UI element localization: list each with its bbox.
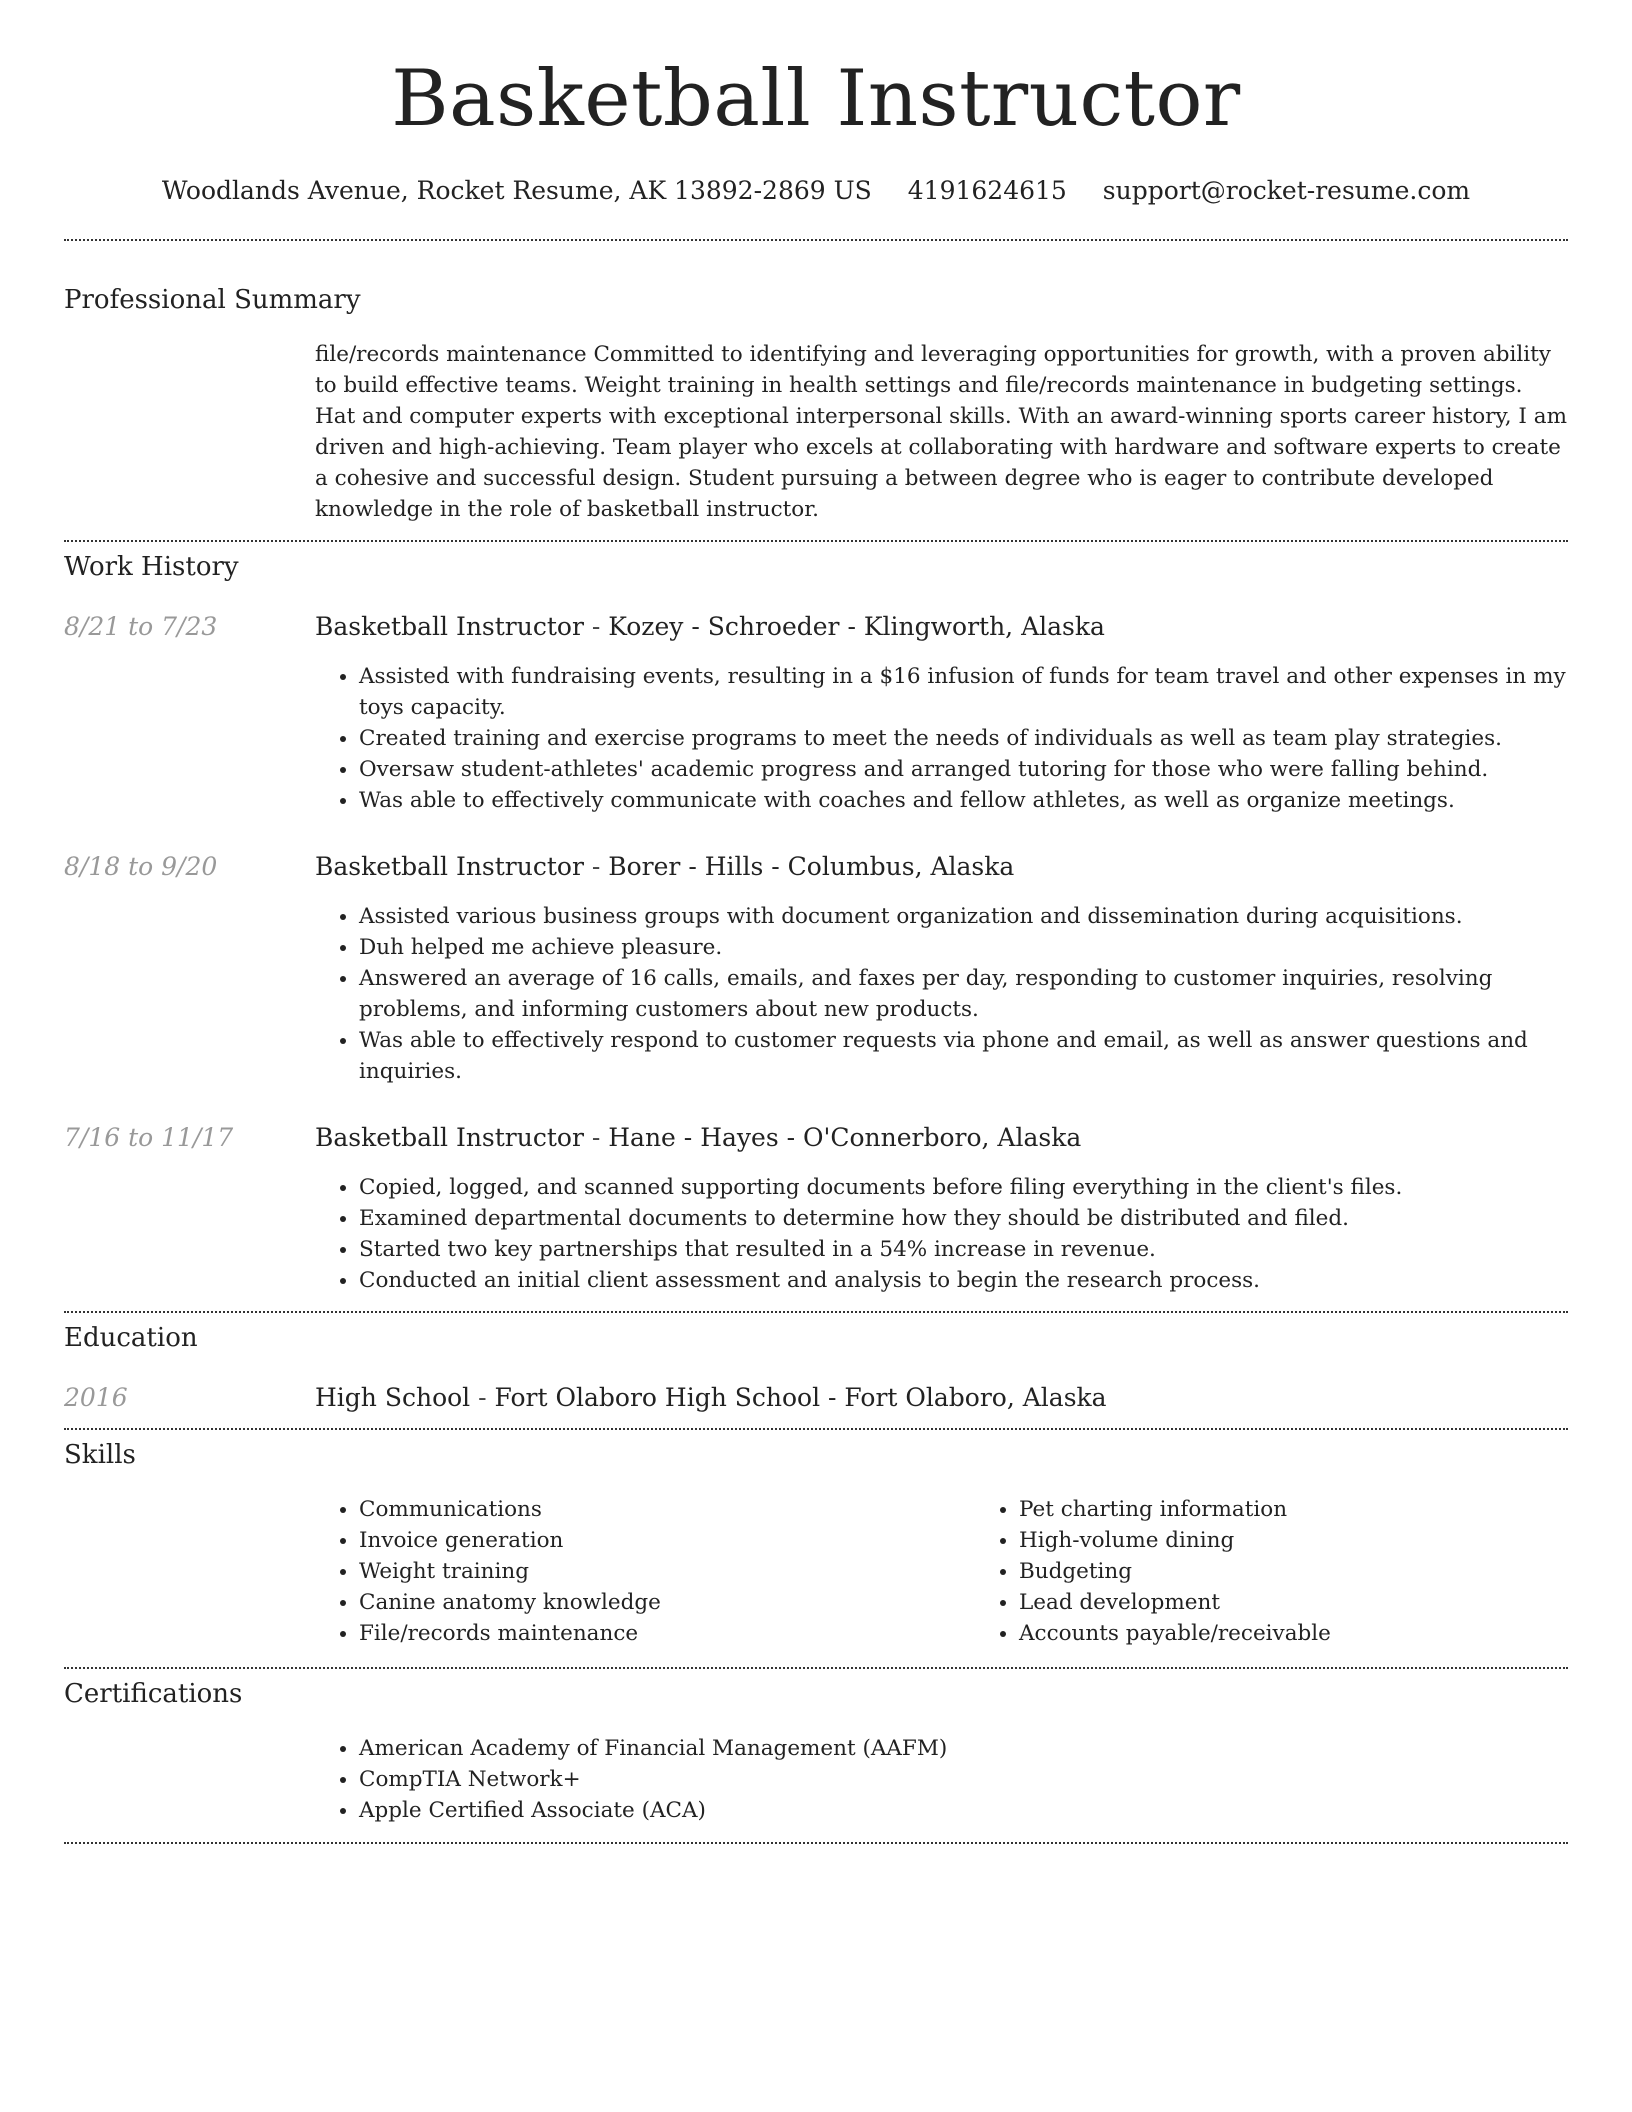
skill-item: • Budgeting [1019,1556,1331,1587]
job-bullets [315,901,1568,1087]
contact-line [64,176,1568,205]
skill-item: • Accounts payable/receivable [1019,1618,1331,1649]
contact-email: support@rocket-resume.com [1102,176,1471,205]
section-title-summary: Professional Summary [64,285,361,315]
job-bullets [315,661,1568,816]
summary-section [64,285,1568,525]
skill-item: • Communications [359,1494,975,1525]
job-entry [64,1123,1568,1296]
skills-list-right [975,1494,1331,1649]
job-bullet: • Created training and exercise programs to meet the needs of individuals as well as team play strategies. [359,723,1568,754]
job-employer: Borer - Hills - Columbus, Alaska [608,852,1015,881]
job-heading: Basketball Instructor - Hane - Hayes - O'Connerboro, Alaska [315,1123,1082,1152]
contact-phone: 4191624615 [907,176,1067,205]
job-heading: Basketball Instructor - Kozey - Schroeder - Klingworth, Alaska [315,612,1105,641]
divider [64,540,1568,542]
job-bullet: • Assisted various business groups with document organization and dissemination during acquisitions. [359,901,1568,932]
education-heading: High School - Fort Olaboro High School - Fort Olaboro, Alaska [315,1383,1107,1412]
certifications-list [315,1733,1568,1826]
skills-section [64,1440,1568,1649]
education-section [64,1323,1568,1412]
skills-list-left [315,1494,975,1649]
job-bullet: • Copied, logged, and scanned supporting documents before filing everything in the client's files. [359,1172,1568,1203]
skill-item: • Invoice generation [359,1525,975,1556]
skill-item: • Weight training [359,1556,975,1587]
job-dates: 7/16 to 11/17 [64,1123,234,1152]
job-bullet: • Was able to effectively communicate with coaches and fellow athletes, as well as organize meetings. [359,785,1568,816]
job-position: Basketball Instructor [315,1123,584,1152]
job-position: Basketball Instructor [315,852,584,881]
education-school: Fort Olaboro High School - Fort Olaboro, Alaska [494,1383,1107,1412]
education-degree: High School [315,1383,471,1412]
job-bullets [315,1172,1568,1296]
contact-address: Woodlands Avenue, Rocket Resume, AK 13892-2869 US [161,176,872,205]
divider [64,1311,1568,1313]
job-employer: Kozey - Schroeder - Klingworth, Alaska [608,612,1105,641]
certification-item: • Apple Certified Associate (ACA) [359,1795,1568,1826]
education-year: 2016 [64,1383,128,1412]
job-bullet: • Examined departmental documents to determine how they should be distributed and filed. [359,1203,1568,1234]
certification-item: • American Academy of Financial Management (AAFM) [359,1733,1568,1764]
certification-item: • CompTIA Network+ [359,1764,1568,1795]
divider [64,239,1568,241]
job-bullet: • Duh helped me achieve pleasure. [359,932,1568,963]
skills-grid [315,1494,1568,1649]
job-employer: Hane - Hayes - O'Connerboro, Alaska [608,1123,1082,1152]
job-bullet: • Assisted with fundraising events, resulting in a $16 infusion of funds for team travel and other expenses in my toys capacity. [359,661,1568,723]
job-bullet: • Conducted an initial client assessment and analysis to begin the research process. [359,1265,1568,1296]
job-bullet: • Oversaw student-athletes' academic progress and arranged tutoring for those who were falling behind. [359,754,1568,785]
job-bullet: • Answered an average of 16 calls, emails, and faxes per day, responding to customer inquiries, resolving problems, and informing customers about new products. [359,963,1568,1025]
work-history-section [64,552,1568,1296]
summary-text: file/records maintenance Committed to identifying and leveraging opportunities for growth, with a proven ability to build effective teams. Weight training in health settings and file/records maintenance in budgeting settings. Hat and computer experts with exceptional interpersonal skills. With an award-winning sports career history, I am driven and high-achieving. Team player who excels at collaborating with hardware and software experts to create a cohesive and successful design. Student pursuing a between degree who is eager to contribute developed knowledge in the role of basketball instructor. [315,342,1567,522]
divider [64,1428,1568,1430]
job-entry [64,852,1568,1087]
section-title-work: Work History [64,552,239,582]
job-entry [64,612,1568,816]
skill-item: • Lead development [1019,1587,1331,1618]
divider [64,1842,1568,1844]
section-title-education: Education [64,1323,198,1353]
certifications-section [64,1679,1568,1826]
job-heading: Basketball Instructor - Borer - Hills - Columbus, Alaska [315,852,1015,881]
job-position: Basketball Instructor [315,612,584,641]
education-entry [64,1383,1568,1412]
skill-item: • Canine anatomy knowledge [359,1587,975,1618]
section-title-skills: Skills [64,1440,136,1470]
skill-item: • File/records maintenance [359,1618,975,1649]
job-dates: 8/21 to 7/23 [64,612,218,641]
job-dates: 8/18 to 9/20 [64,852,218,881]
candidate-name: Basketball Instructor [391,54,1241,144]
skill-item: • Pet charting information [1019,1494,1331,1525]
skill-item: • High-volume dining [1019,1525,1331,1556]
job-bullet: • Started two key partnerships that resulted in a 54% increase in revenue. [359,1234,1568,1265]
section-title-certifications: Certifications [64,1679,243,1709]
divider [64,1667,1568,1669]
job-bullet: • Was able to effectively respond to customer requests via phone and email, as well as answer questions and inquiries. [359,1025,1568,1087]
